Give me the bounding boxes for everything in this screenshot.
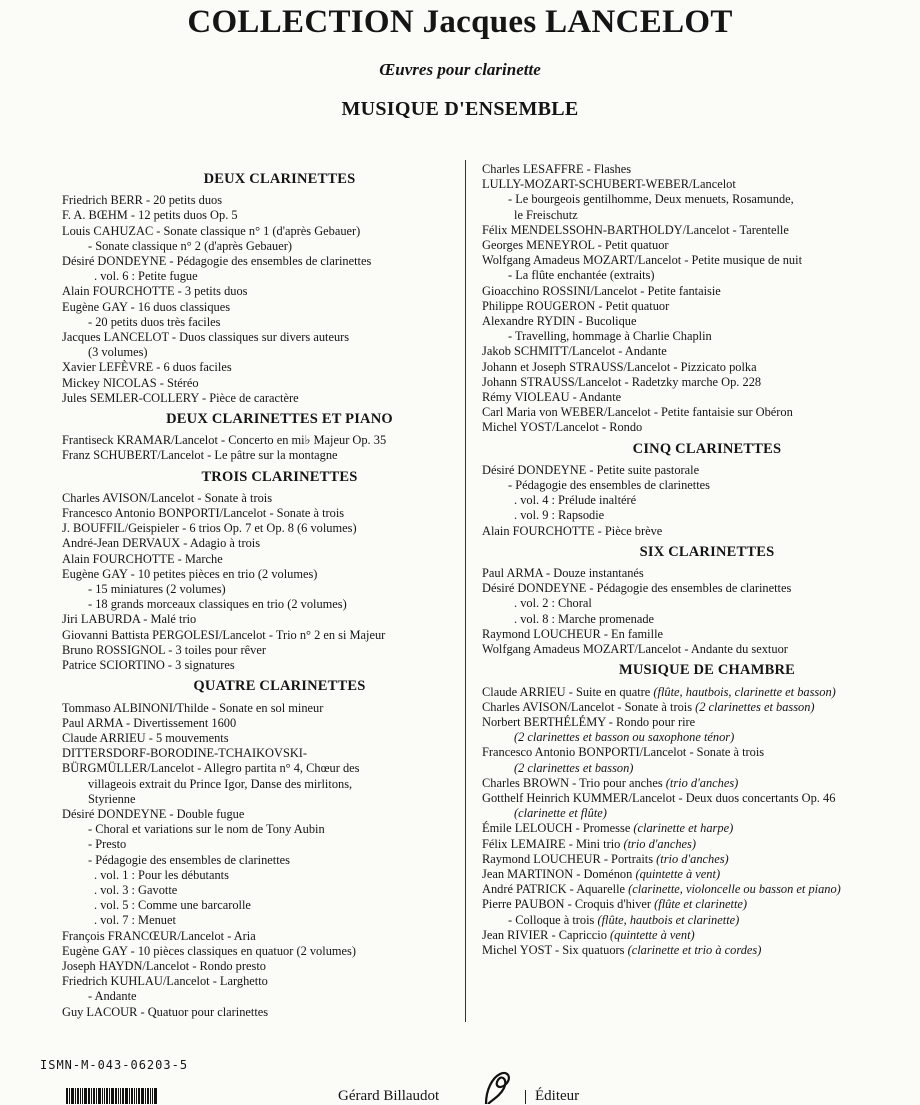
entry-text: Charles AVISON/Lancelot - Sonate à trois — [482, 699, 696, 714]
entry-text: Raymond LOUCHEUR - Portraits — [482, 851, 657, 866]
barcode — [66, 1088, 178, 1104]
section-heading: MUSIQUE D'ENSEMBLE — [341, 98, 579, 120]
instrumentation: (trio d'anches) — [665, 775, 739, 790]
instrumentation: (flûte, hautbois et clarinette) — [597, 912, 740, 927]
list-item: - Choral et variations sur le nom de Tony Aubin — [88, 822, 325, 837]
instrumentation: (flûte et clarinette) — [654, 897, 748, 912]
list-item: . vol. 9 : Rapsodie — [514, 508, 605, 523]
list-item: Gotthelf Heinrich KUMMER/Lancelot - Deux duos concertants Op. 46 — [482, 790, 836, 805]
instrumentation: (2 clarinettes et basson) — [514, 760, 634, 775]
instrumentation: (2 clarinettes et basson) — [695, 699, 815, 714]
category-heading-cinq: CINQ CLARINETTES — [632, 440, 782, 457]
entry-text: - Colloque à trois — [508, 912, 598, 927]
list-item: . vol. 2 : Choral — [514, 596, 592, 611]
list-item: Georges MENEYROL - Petit quatuor — [482, 238, 669, 253]
list-item: Giovanni Battista PERGOLESI/Lancelot - Trio n° 2 en si Majeur — [62, 627, 386, 642]
list-item — [482, 943, 902, 958]
entry-text: Émile LELOUCH - Promesse — [482, 821, 634, 836]
list-item: F. A. BŒHM - 12 petits duos Op. 5 — [62, 208, 238, 223]
list-item — [482, 897, 902, 912]
list-item — [482, 867, 902, 882]
list-item: Jiri LABURDA - Malé trio — [62, 612, 197, 627]
list-item: - 18 grands morceaux classiques en trio (2 volumes) — [88, 597, 347, 612]
list-item: BÜRGMÜLLER/Lancelot - Allegro partita n° 4, Chœur des — [62, 761, 360, 776]
list-item: Eugène GAY - 10 pièces classiques en quatuor (2 volumes) — [62, 943, 356, 958]
list-item: villageois extrait du Prince Igor, Danse des mirlitons, — [88, 776, 353, 791]
instrumentation: (trio d'anches) — [656, 851, 729, 866]
list-item: - 20 petits duos très faciles — [88, 314, 221, 329]
list-item: Désiré DONDEYNE - Pédagogie des ensembles de clarinettes — [62, 254, 372, 269]
logo-rule — [525, 1090, 526, 1104]
list-item: Gioacchino ROSSINI/Lancelot - Petite fantaisie — [482, 283, 721, 298]
column-divider — [465, 160, 466, 1022]
entry-text: Jean MARTINON - Doménon — [482, 866, 636, 881]
entry-text: Jean RIVIER - Capriccio — [482, 927, 610, 942]
list-item: Louis CAHUZAC - Sonate classique n° 1 (d'après Gebauer) — [62, 223, 361, 238]
instrumentation: (flûte, hautbois, clarinette et basson) — [653, 684, 836, 699]
list-item: - Travelling, hommage à Charlie Chaplin — [508, 329, 712, 344]
list-item: Philippe ROUGERON - Petit quatuor — [482, 298, 670, 313]
list-item: Mickey NICOLAS - Stéréo — [62, 375, 199, 390]
list-item: le Freischutz — [514, 207, 578, 222]
list-item — [482, 882, 902, 897]
list-item: . vol. 5 : Comme une barcarolle — [94, 898, 251, 913]
list-item: Désiré DONDEYNE - Pédagogie des ensembles de clarinettes — [482, 581, 792, 596]
list-item: - La flûte enchantée (extraits) — [508, 268, 655, 283]
instrumentation: (quintette à vent) — [635, 866, 721, 881]
list-item: Jakob SCHMITT/Lancelot - Andante — [482, 344, 667, 359]
category-heading-deux-piano: DEUX CLARINETTES ET PIANO — [166, 411, 393, 428]
list-item: Styrienne — [88, 791, 136, 806]
list-item — [482, 913, 902, 928]
list-item: Patrice SCIORTINO - 3 signatures — [62, 658, 235, 673]
list-item: Norbert BERTHÉLÉMY - Rondo pour rire — [482, 714, 696, 729]
list-item: - Le bourgeois gentilhomme, Deux menuets, Rosamunde, — [508, 192, 794, 207]
list-item — [482, 821, 902, 836]
list-item — [482, 776, 902, 791]
list-item: Francesco Antonio BONPORTI/Lancelot - Sonate à trois — [62, 506, 345, 521]
list-item: Johann STRAUSS/Lancelot - Radetzky marche Op. 228 — [482, 374, 762, 389]
list-item — [482, 700, 902, 715]
list-item: Paul ARMA - Douze instantanés — [482, 566, 644, 581]
entry-text: Michel YOST - Six quatuors — [482, 942, 628, 957]
publisher-name: Gérard Billaudot — [338, 1088, 440, 1104]
list-item: Franz SCHUBERT/Lancelot - Le pâtre sur la montagne — [62, 448, 338, 463]
list-item: - 15 miniatures (2 volumes) — [88, 582, 226, 597]
page-title: COLLECTION Jacques LANCELOT — [187, 4, 733, 40]
list-item: Jacques LANCELOT - Duos classiques sur divers auteurs — [62, 330, 350, 345]
ismn-code: ISMN-M-043-06203-5 — [40, 1058, 189, 1072]
category-heading-chambre: MUSIQUE DE CHAMBRE — [619, 662, 795, 679]
list-item: - Pédagogie des ensembles de clarinettes — [88, 852, 290, 867]
list-item: Tommaso ALBINONI/Thilde - Sonate en sol mineur — [62, 700, 324, 715]
list-item: Alexandre RYDIN - Bucolique — [482, 314, 637, 329]
publisher-label: Éditeur — [535, 1088, 580, 1104]
list-item: Claude ARRIEU - 5 mouvements — [62, 730, 229, 745]
list-item: - Andante — [88, 989, 137, 1004]
list-item: Michel YOST/Lancelot - Rondo — [482, 420, 643, 435]
entry-text: Félix LEMAIRE - Mini trio — [482, 836, 624, 851]
entry-text: Charles BROWN - Trio pour anches — [482, 775, 666, 790]
list-item: Jules SEMLER-COLLERY - Pièce de caractère — [62, 390, 299, 405]
list-item: Charles AVISON/Lancelot - Sonate à trois — [62, 490, 273, 505]
entry-text: Pierre PAUBON - Croquis d'hiver — [482, 897, 655, 912]
category-heading-six: SIX CLARINETTES — [639, 543, 775, 560]
instrumentation: (clarinette et trio à cordes) — [627, 942, 762, 957]
list-item: Friedrich KUHLAU/Lancelot - Larghetto — [62, 974, 268, 989]
entry-text: André PATRICK - Aquarelle — [482, 882, 629, 897]
list-item: . vol. 6 : Petite fugue — [94, 269, 198, 284]
list-item: - Sonate classique n° 2 (d'après Gebauer) — [88, 238, 292, 253]
list-item: François FRANCŒUR/Lancelot - Aria — [62, 928, 256, 943]
instrumentation: (2 clarinettes et basson ou saxophone ténor) — [514, 730, 735, 745]
list-item: André-Jean DERVAUX - Adagio à trois — [62, 536, 261, 551]
list-item: Wolfgang Amadeus MOZART/Lancelot - Petite musique de nuit — [482, 253, 803, 268]
list-item: (3 volumes) — [88, 345, 148, 360]
list-item: Eugène GAY - 10 petites pièces en trio (2 volumes) — [62, 566, 318, 581]
list-item — [482, 928, 902, 943]
category-heading-deux: DEUX CLARINETTES — [203, 171, 356, 187]
list-item: . vol. 7 : Menuet — [94, 913, 176, 928]
list-item: Désiré DONDEYNE - Double fugue — [62, 806, 245, 821]
list-item: Charles LESAFFRE - Flashes — [482, 162, 632, 176]
list-item: Guy LACOUR - Quatuor pour clarinettes — [62, 1004, 269, 1019]
left-column — [62, 166, 457, 1020]
instrumentation: (quintette à vent) — [610, 927, 695, 942]
list-item: Alain FOURCHOTTE - 3 petits duos — [62, 284, 248, 299]
list-item: Joseph HAYDN/Lancelot - Rondo presto — [62, 958, 266, 973]
list-item: Bruno ROSSIGNOL - 3 toiles pour rêver — [62, 642, 266, 657]
list-item: Xavier LEFÈVRE - 6 duos faciles — [62, 360, 232, 375]
category-heading-quatre: QUATRE CLARINETTES — [193, 678, 366, 695]
instrumentation: (clarinette, violoncelle ou basson et piano) — [628, 882, 841, 897]
list-item: Alain FOURCHOTTE - Marche — [62, 551, 223, 566]
list-item: Wolfgang Amadeus MOZART/Lancelot - Andante du sextuor — [482, 642, 788, 657]
list-item: J. BOUFFIL/Geispieler - 6 trios Op. 7 et Op. 8 (6 volumes) — [62, 521, 357, 536]
publisher-logo-icon — [478, 1070, 518, 1104]
list-item: Friedrich BERR - 20 petits duos — [62, 193, 223, 208]
list-item: - Presto — [88, 837, 127, 852]
list-item: Désiré DONDEYNE - Petite suite pastorale — [482, 462, 700, 477]
entry-text: Claude ARRIEU - Suite en quatre — [482, 684, 654, 699]
list-item: - Pédagogie des ensembles de clarinettes — [508, 478, 710, 493]
list-item — [482, 685, 902, 700]
category-heading-trois: TROIS CLARINETTES — [201, 468, 358, 485]
list-item: . vol. 8 : Marche promenade — [514, 611, 655, 626]
list-item: Eugène GAY - 16 duos classiques — [62, 299, 231, 314]
instrumentation: (clarinette et flûte) — [514, 806, 607, 821]
right-column — [482, 162, 902, 958]
list-item — [482, 837, 902, 852]
list-item: DITTERSDORF-BORODINE-TCHAIKOVSKI- — [62, 746, 308, 761]
list-item: Paul ARMA - Divertissement 1600 — [62, 715, 237, 730]
list-item: Félix MENDELSSOHN-BARTHOLDY/Lancelot - Tarentelle — [482, 222, 789, 237]
list-item: Raymond LOUCHEUR - En famille — [482, 626, 664, 641]
list-item: LULLY-MOZART-SCHUBERT-WEBER/Lancelot — [482, 177, 736, 192]
list-item: . vol. 3 : Gavotte — [94, 882, 178, 897]
instrumentation: (trio d'anches) — [623, 836, 696, 851]
page-subtitle: Œuvres pour clarinette — [379, 60, 541, 79]
list-item: Johann et Joseph STRAUSS/Lancelot - Pizzicato polka — [482, 359, 757, 374]
list-item: . vol. 4 : Prélude inaltéré — [514, 493, 637, 508]
instrumentation: (clarinette et harpe) — [633, 821, 734, 836]
list-item: Carl Maria von WEBER/Lancelot - Petite fantaisie sur Obéron — [482, 405, 793, 420]
list-item: Francesco Antonio BONPORTI/Lancelot - Sonate à trois — [482, 745, 765, 760]
list-item — [482, 852, 902, 867]
list-item: Frantiseck KRAMAR/Lancelot - Concerto en mi♭ Majeur Op. 35 — [62, 433, 387, 448]
list-item: Rémy VIOLEAU - Andante — [482, 390, 622, 405]
list-item: . vol. 1 : Pour les débutants — [94, 867, 229, 882]
list-item: Alain FOURCHOTTE - Pièce brève — [482, 523, 663, 538]
